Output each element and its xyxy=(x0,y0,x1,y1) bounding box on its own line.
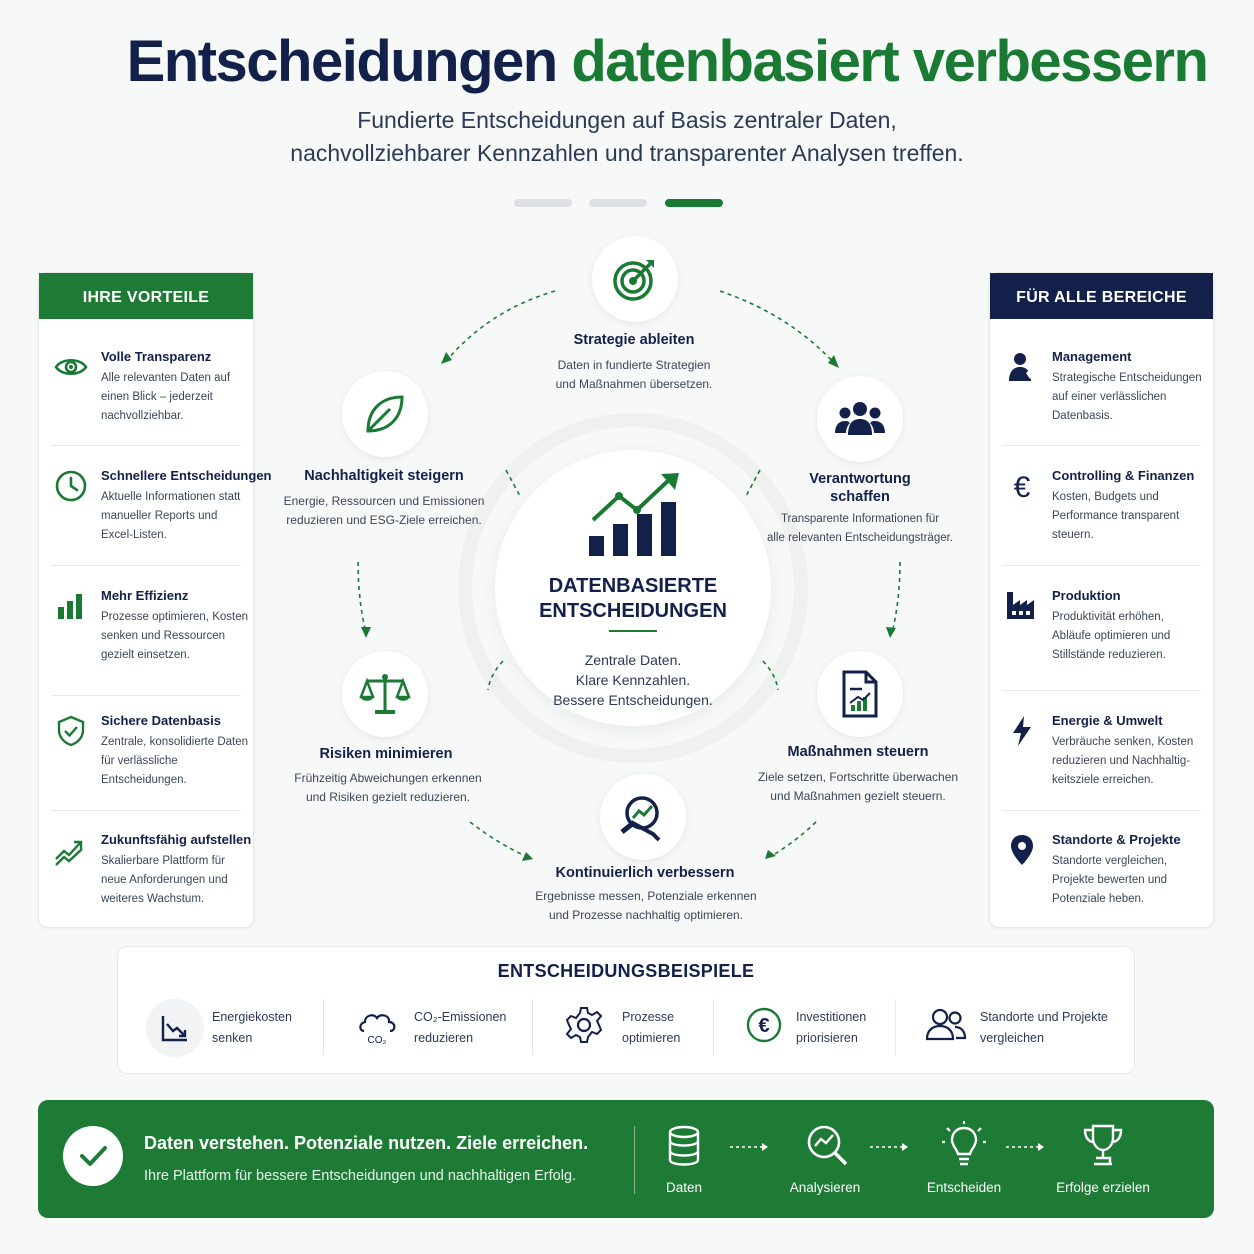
separator xyxy=(532,999,533,1055)
area-title: Energie & Umwelt xyxy=(1052,713,1163,728)
example-line: Prozesse xyxy=(622,1010,675,1024)
desc-line: reduzieren und ESG-Ziele erreichen. xyxy=(286,513,482,527)
report-icon xyxy=(817,651,903,737)
benefit-title: Sichere Datenbasis xyxy=(101,713,221,728)
example-label xyxy=(622,1007,680,1049)
benefit-desc: Aktuelle Informationen statt manueller Reports und Excel-Listen. xyxy=(101,491,241,541)
example-line: Standorte und Projekte xyxy=(980,1010,1108,1024)
footer-banner xyxy=(38,1100,1214,1218)
examples-title: ENTSCHEIDUNGSBEISPIELE xyxy=(497,961,755,981)
benefit-desc: Skalierbare Plattform für neue Anforderungen und weiteres Wachstum. xyxy=(101,855,228,905)
co2-label: CO₂ xyxy=(367,1035,387,1046)
area-desc: Kosten, Budgets und Performance transparent steuern. xyxy=(1052,491,1180,541)
desc-line: und Prozesse nachhaltig optimieren. xyxy=(548,908,744,922)
node-improve-desc xyxy=(496,887,796,925)
trend-down-icon xyxy=(146,999,204,1057)
center-title-line-2: ENTSCHEIDUNGEN xyxy=(539,600,727,622)
check-circle-icon xyxy=(63,1126,123,1186)
svg-text:€: € xyxy=(758,1015,770,1037)
benefit-title: Zukunftsfähig aufstellen xyxy=(101,832,252,847)
separator xyxy=(713,999,714,1055)
node-sustainability-title: Nachhaltigkeit steigern xyxy=(304,468,464,484)
example-line: reduzieren xyxy=(414,1031,474,1045)
co2-cloud-icon xyxy=(356,1003,400,1047)
separator xyxy=(323,999,324,1055)
benefit-title: Mehr Effizienz xyxy=(101,588,189,603)
analyze-icon xyxy=(804,1122,850,1168)
database-icon xyxy=(666,1124,702,1168)
target-icon xyxy=(592,236,678,322)
desc-line: und Maßnahmen gezielt steuern. xyxy=(770,789,946,803)
example-line: optimieren xyxy=(622,1031,681,1045)
footer-headline: Daten verstehen. Potenziale nutzen. Ziele erreichen. xyxy=(144,1133,589,1153)
area-desc: Strategische Entscheidungen auf einer verlässlichen Datenbasis. xyxy=(1052,372,1202,422)
example-line: Energiekosten xyxy=(212,1010,292,1024)
lightbulb-icon xyxy=(941,1120,987,1168)
title-part-green: datenbasiert verbessern xyxy=(571,29,1208,94)
trophy-icon xyxy=(1081,1122,1125,1168)
node-measures-desc xyxy=(708,768,1008,806)
example-label xyxy=(212,1007,292,1049)
leaf-icon xyxy=(342,371,428,457)
node-strategy-desc xyxy=(484,356,784,394)
step-label-analyze: Analysieren xyxy=(789,1180,861,1195)
desc-line: Frühzeitig Abweichungen erkennen xyxy=(294,771,482,785)
area-title: Management xyxy=(1052,349,1132,364)
node-measures-title: Maßnahmen steuern xyxy=(787,744,929,760)
example-locations xyxy=(924,999,1130,1057)
svg-text:€: € xyxy=(1013,471,1031,504)
step-arrow xyxy=(1006,1142,1046,1152)
node-responsibility-title xyxy=(710,470,1010,506)
desc-line: Ziele setzen, Fortschritte überwachen xyxy=(757,770,959,784)
scales-icon xyxy=(342,651,428,737)
benefit-title: Volle Transparenz xyxy=(101,349,212,364)
areas-panel-title: FÜR ALLE BEREICHE xyxy=(990,273,1213,319)
title-line: schaffen xyxy=(830,489,890,505)
footer-subline: Ihre Plattform für bessere Entscheidungen und nachhaltigen Erfolg. xyxy=(144,1168,577,1184)
magnifier-chart-icon xyxy=(600,774,686,860)
subtitle-line-1: Fundierte Entscheidungen auf Basis zentraler Daten, xyxy=(357,107,897,133)
subtitle-line-2: nachvollziehbarer Kennzahlen und transparenter Analysen treffen. xyxy=(290,140,964,166)
tagline-1: Zentrale Daten. xyxy=(584,652,682,668)
tagline-2: Klare Kennzahlen. xyxy=(575,672,691,688)
desc-line: und Maßnahmen übersetzen. xyxy=(555,377,713,391)
benefit-desc: Zentrale, konsolidierte Daten für verlässliche Entscheidungen. xyxy=(101,736,249,786)
benefit-desc: Alle relevanten Daten auf einen Blick – jederzeit nachvollziehbar. xyxy=(101,372,231,422)
desc-line: Ergebnisse messen, Potenziale erkennen xyxy=(535,889,757,903)
step-label-success: Erfolge erzielen xyxy=(1056,1180,1150,1195)
node-sustainability-desc xyxy=(234,492,534,530)
center-underline xyxy=(609,630,657,632)
desc-line: Energie, Ressourcen und Emissionen xyxy=(283,494,485,508)
benefit-desc: Prozesse optimieren, Kosten senken und Ressourcen gezielt einsetzen. xyxy=(101,611,249,661)
step-label-data: Daten xyxy=(665,1180,703,1195)
example-line: CO₂-Emissionen xyxy=(414,1010,507,1024)
center-tagline xyxy=(495,650,771,710)
examples-panel xyxy=(117,946,1135,1074)
center-title xyxy=(495,574,771,624)
title-line: Verantwortung xyxy=(809,471,911,487)
example-line: priorisieren xyxy=(796,1031,858,1045)
area-title: Controlling & Finanzen xyxy=(1052,468,1195,483)
area-title: Produktion xyxy=(1052,588,1121,603)
area-title: Standorte & Projekte xyxy=(1052,832,1181,847)
example-line: senken xyxy=(212,1031,253,1045)
node-strategy-title: Strategie ableiten xyxy=(573,332,695,348)
desc-line: und Risiken gezielt reduzieren. xyxy=(305,790,471,804)
example-label xyxy=(980,1007,1108,1049)
node-improve-title: Kontinuierlich verbessern xyxy=(555,865,735,881)
area-desc: Produktivität erhöhen, Abläufe optimieren und Stillstände reduzieren. xyxy=(1052,611,1171,661)
tagline-3: Bessere Entscheidungen. xyxy=(553,692,713,708)
benefit-title: Schnellere Entscheidungen xyxy=(101,468,272,483)
example-processes xyxy=(564,999,724,1057)
node-risks-desc xyxy=(238,769,538,807)
separator xyxy=(895,999,896,1055)
desc-line: alle relevanten Entscheidungsträger. xyxy=(766,532,954,544)
euro-coin-icon xyxy=(744,1005,784,1045)
desc-line: Daten in fundierte Strategien xyxy=(557,358,711,372)
node-responsibility-desc xyxy=(710,510,1010,548)
example-label xyxy=(414,1007,506,1049)
area-desc: Standorte vergleichen, Projekte bewerten und Potenziale heben. xyxy=(1052,855,1168,905)
step-arrow xyxy=(730,1142,770,1152)
example-investments xyxy=(744,999,904,1057)
step-arrow xyxy=(870,1142,910,1152)
center-title-line-1: DATENBASIERTE xyxy=(548,575,718,597)
example-co2 xyxy=(356,999,536,1057)
example-line: vergleichen xyxy=(980,1031,1044,1045)
growth-chart-icon xyxy=(585,470,685,560)
title-part-navy: Entscheidungen xyxy=(126,29,557,94)
desc-line: Transparente Informationen für xyxy=(780,513,940,525)
step-label-decide: Entscheiden xyxy=(926,1180,1002,1195)
team-icon xyxy=(817,376,903,462)
example-energy-costs xyxy=(146,999,326,1057)
gear-icon xyxy=(564,1005,604,1045)
node-risks-title: Risiken minimieren xyxy=(319,746,453,762)
example-line: Investitionen xyxy=(796,1010,867,1024)
example-label xyxy=(796,1007,866,1049)
benefits-panel-title: IHRE VORTEILE xyxy=(39,273,253,319)
people-outline-icon xyxy=(924,1005,968,1045)
area-desc: Verbräuche senken, Kosten reduzieren und Nachhaltig-keitsziele erreichen. xyxy=(1052,736,1194,786)
